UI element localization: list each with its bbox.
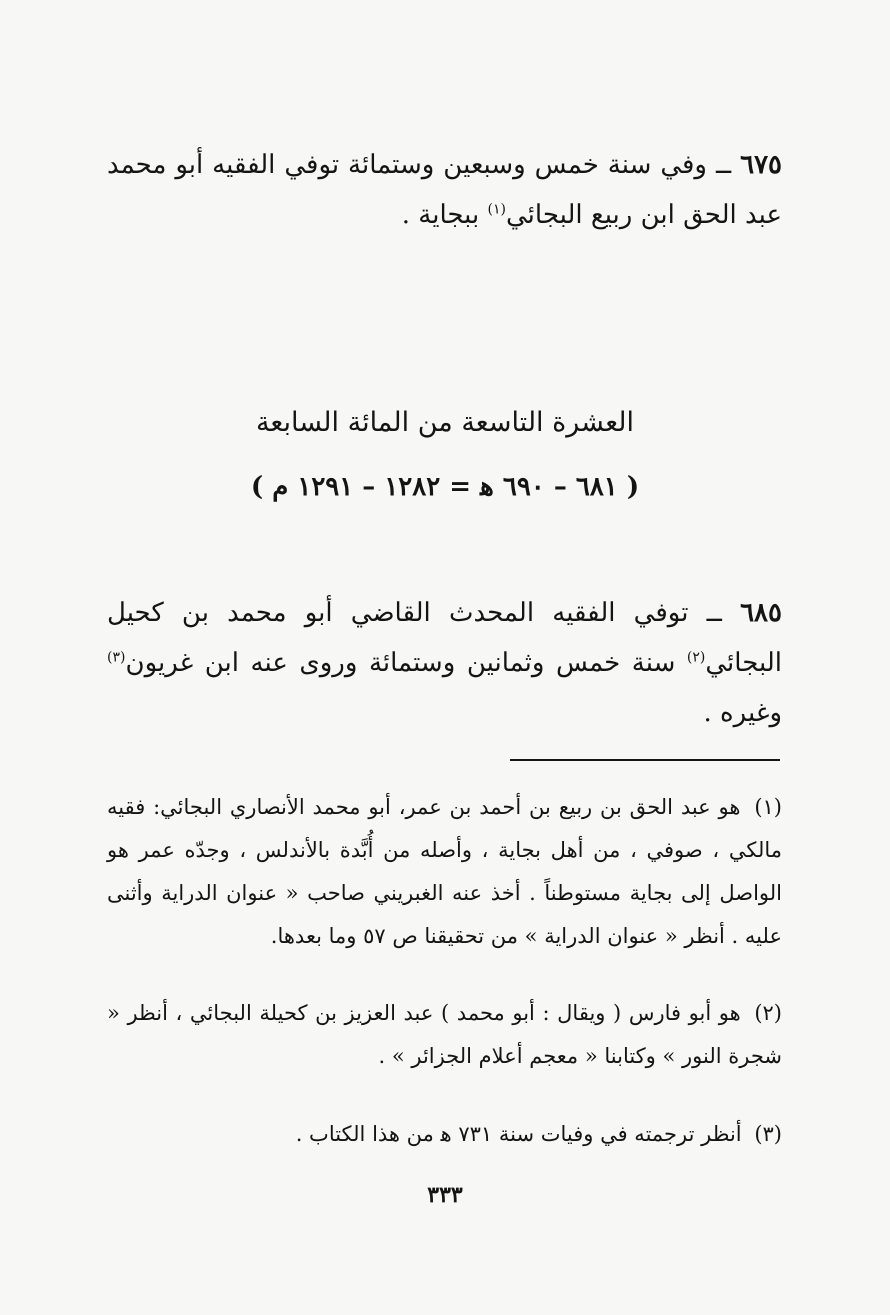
entry-text-end: ببجاية . — [401, 200, 480, 230]
entry-text-middle: سنة خمس وثمانين وستمائة وروى عنه ابن غريون — [125, 648, 676, 678]
entry-685 — [107, 588, 782, 738]
entry-separator: ــ — [706, 598, 722, 628]
footnote-text: أنظر ترجمته في وفيات سنة ٧٣١ ﻫ من هذا الكتاب . — [295, 1122, 742, 1146]
section-title: العشرة التاسعة من المائة السابعة — [255, 407, 635, 438]
footnote-text: هو أبو فارس ( ويقال : أبو محمد ) عبد العزيز بن كحيلة البجائي ، أنظر « شجرة النور » وكتابنا « معجم أعلام الجزائر » . — [107, 1001, 782, 1068]
entry-text-end: وغيره . — [703, 698, 782, 728]
entry-text: توفي الفقيه المحدث القاضي أبو محمد بن كحيل البجائي — [107, 598, 782, 678]
entry-675 — [107, 140, 782, 240]
footnote-ref-1[interactable]: (١) — [487, 201, 506, 218]
page-number: ٣٣٣ — [427, 1182, 463, 1208]
footnote-ref-3[interactable]: (٣) — [107, 649, 126, 666]
footnote-ref-2[interactable]: (٢) — [686, 649, 706, 666]
footnote-mark: (٣) — [754, 1122, 782, 1146]
footnote-divider — [510, 759, 780, 761]
footnote-3 — [107, 1113, 782, 1156]
footnote-1 — [107, 786, 782, 958]
section-dates: ( ٦٨١ – ٦٩٠ ﻫ = ١٢٨٢ – ١٢٩١ م ) — [250, 472, 640, 502]
footnote-mark: (١) — [754, 795, 782, 819]
entry-separator: ــ — [715, 150, 732, 180]
footnote-2 — [107, 992, 782, 1078]
entry-number: ٦٧٥ — [740, 150, 783, 180]
footnote-text: هو عبد الحق بن ربيع بن أحمد بن عمر، أبو محمد الأنصاري البجائي: فقيه مالكي ، صوفي ، من أهل بجاية ، وأصله من أُبَّدة بالأندلس ، وجدّه عمر هو الواصل إلى بجاية مستوطناً . أخذ عنه الغبريني صاحب « عنوان الدراية وأثنى عليه . أنظر « عنوان الدراية » من تحقيقنا ص ٥٧ وما بعدها. — [107, 795, 782, 948]
entry-number: ٦٨٥ — [740, 598, 782, 628]
entry-text: وفي سنة خمس وسبعين وستمائة توفي الفقيه أبو محمد عبد الحق ابن ربيع البجائي — [107, 150, 782, 230]
footnote-mark: (٢) — [754, 1001, 782, 1025]
